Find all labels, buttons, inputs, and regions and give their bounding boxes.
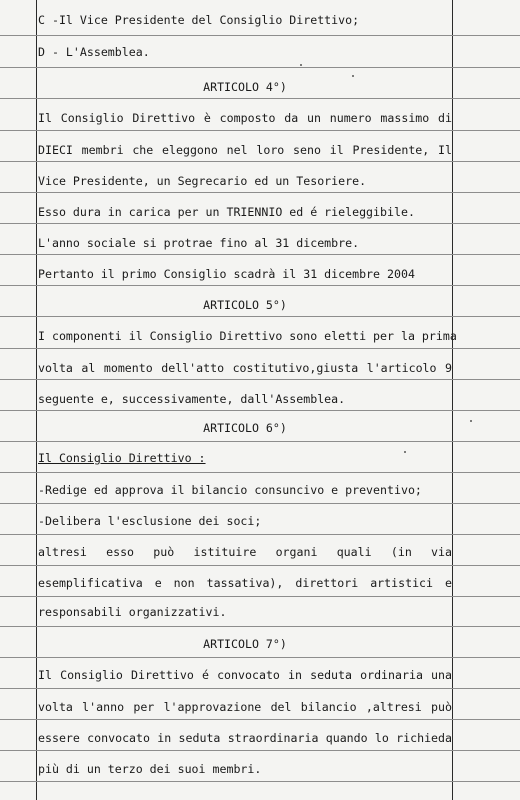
ruled-line [0, 130, 520, 131]
ruled-line [0, 285, 520, 286]
text-line: DIECI membri che eleggono nel loro seno il Presidente, Il [38, 143, 452, 157]
ruled-line [0, 67, 520, 68]
ruled-line [0, 348, 520, 349]
ruled-line [0, 441, 520, 442]
ruled-line [0, 688, 520, 689]
left-margin-line [36, 0, 37, 800]
ruled-line [0, 503, 520, 504]
ruled-line [0, 410, 520, 411]
ruled-line [0, 316, 520, 317]
ruled-line [0, 379, 520, 380]
text-line: altresi esso può istituire organi quali (in via [38, 545, 452, 559]
text-line: volta l'anno per l'approvazione del bilancio ,altresi può [38, 700, 452, 714]
ruled-line [0, 657, 520, 658]
text-line: più di un terzo dei suoi membri. [38, 762, 262, 776]
ruled-line [0, 98, 520, 99]
text-line: Il Consiglio Direttivo è composto da un numero massimo di [38, 111, 452, 125]
scan-speck [352, 75, 354, 77]
article-heading: ARTICOLO 5°) [203, 298, 287, 312]
text-line: -Delibera l'esclusione dei soci; [38, 514, 262, 528]
article-heading: ARTICOLO 6°) [203, 421, 287, 435]
ruled-line [0, 719, 520, 720]
text-line: Vice Presidente, un Segrecario ed un Tesoriere. [38, 174, 367, 188]
ruled-line [0, 35, 520, 36]
ruled-line [0, 192, 520, 193]
text-line: Esso dura in carica per un TRIENNIO ed é rieleggibile. [38, 205, 415, 219]
text-line: -Redige ed approva il bilancio consuncivo e preventivo; [38, 483, 422, 497]
text-line: D - L'Assemblea. [38, 45, 150, 59]
text-line: I componenti il Consiglio Direttivo sono eletti per la prima [38, 329, 457, 343]
ruled-line [0, 565, 520, 566]
ruled-line [0, 254, 520, 255]
text-line: responsabili organizzativi. [38, 605, 227, 619]
text-line: seguente e, successivamente, dall'Assemblea. [38, 392, 346, 406]
text-line: essere convocato in seduta straordinaria quando lo richieda [38, 731, 452, 745]
ruled-line [0, 223, 520, 224]
text-line: esemplificativa e non tassativa), direttori artistici e [38, 576, 452, 590]
article-heading: ARTICOLO 4°) [203, 80, 287, 94]
underlined-text-line: Il Consiglio Direttivo : [38, 451, 206, 465]
ruled-line [0, 161, 520, 162]
text-line: L'anno sociale si protrae fino al 31 dicembre. [38, 236, 360, 250]
ruled-line [0, 626, 520, 627]
ruled-line [0, 472, 520, 473]
ruled-line [0, 596, 520, 597]
text-line: Pertanto il primo Consiglio scadrà il 31 dicembre 2004 [38, 267, 415, 281]
ruled-line [0, 534, 520, 535]
scan-speck [470, 420, 472, 422]
right-margin-line [452, 0, 453, 800]
article-heading: ARTICOLO 7°) [203, 637, 287, 651]
text-line: Il Consiglio Direttivo é convocato in seduta ordinaria una [38, 668, 452, 682]
ruled-line [0, 750, 520, 751]
text-line: volta al momento dell'atto costitutivo,giusta l'articolo 9 [38, 361, 452, 375]
text-line: C -Il Vice Presidente del Consiglio Direttivo; [38, 13, 360, 27]
scan-speck [300, 64, 302, 66]
scan-speck [404, 451, 406, 453]
ruled-line [0, 781, 520, 782]
